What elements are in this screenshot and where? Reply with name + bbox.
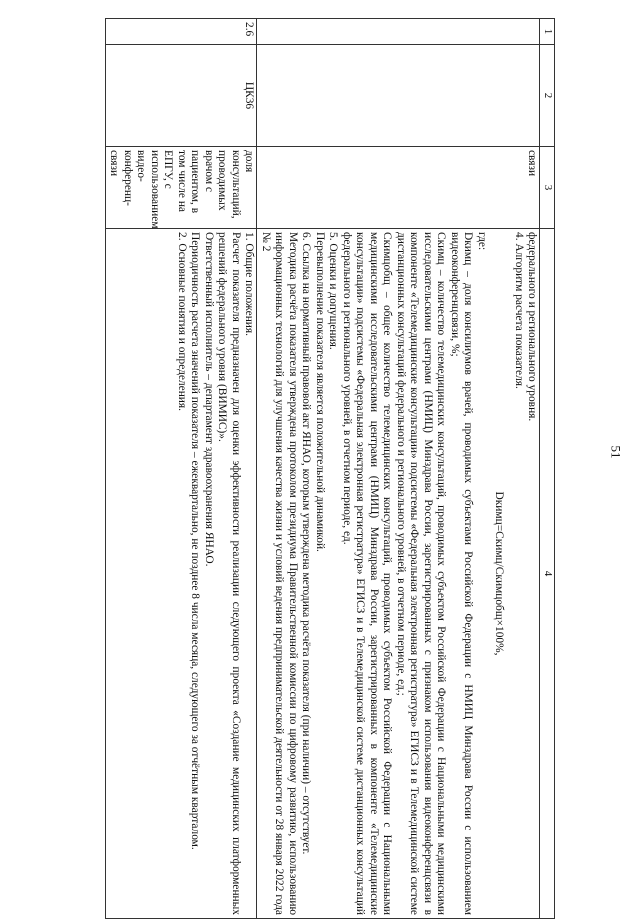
table-header-row [540, 19, 555, 919]
paragraph: Ответственный исполнитель – департамент здравоохранения ЯНАО. [203, 232, 215, 567]
header-col-4: 4 [540, 229, 555, 919]
description-cell [106, 229, 258, 919]
name-cell: доля консультаций, проводимых врачом с пациентом, в том числе на ЕПГУ, с использованием видео-конференц-связи [106, 147, 258, 229]
page-number: 51 [608, 445, 624, 459]
indicators-table [105, 18, 555, 919]
paragraph: 2. Основные понятия и определения. [176, 232, 188, 411]
paragraph: Dкимц – доля консилиумов врачей, проводимых субъектами Российской Федерации с НМИЦ Минздрава России с использованием видеоконференцсвязи, %; [449, 232, 475, 915]
header-col-3: 3 [540, 147, 555, 229]
paragraph: 6. Ссылка на нормативный правовой акт ЯНАО, которым утверждена методика расчёта показателя (при наличии) – отсутствует. [300, 232, 313, 855]
code-cell: ЦК36 [106, 45, 258, 147]
paragraph: Скимцобщ – общее количество телемедицинских консультаций, проводимых субъектом Российской Федерации с Национальными медицинскими исследовательскими центрами (НМИЦ) Минздрава России, зарегистрированных в компоненте «Телемедицинские консультации» подсистемы «Федеральная электронная регистратура» ЕГИСЗ и в Телемедицинской системе дистанционных консультаций федерального и регионального уровней, в отчетном периоде, ед. [341, 232, 394, 915]
text-line: 4. Алгоритм расчета показателя. [513, 232, 525, 389]
table-row [106, 19, 258, 919]
description-cell [257, 229, 540, 919]
paragraph: 5. Оценки и допущения. [327, 232, 340, 350]
paragraph: Расчет показателя предназначен для оценки эффективности реализации следующего проекта «Создание медицинских платформенных решений федерального уровня (ВИМИС)». [216, 232, 242, 915]
paragraph: 1. Общие положения. [243, 232, 256, 336]
text-line: где: [476, 232, 488, 251]
num-cell [257, 19, 540, 45]
formula: Dкимц=Скимц/Скимцобщ×100%, [493, 491, 506, 656]
code-cell [257, 45, 540, 147]
header-col-2: 2 [540, 45, 555, 147]
table-row [257, 19, 540, 919]
text-line: федерального и регионального уровня. [526, 232, 539, 422]
header-col-1: 1 [540, 19, 555, 45]
paragraph: Перевыполнение показателя является положительной динамикой. [314, 232, 326, 552]
paragraph: Периодичность расчета значений показателя – ежеквартально, не позднее 8 числа месяца, следующего за отчётным кварталом. [189, 232, 202, 850]
paragraph: Скимц – количество телемедицинских консультаций, проводимых субъектом Российской Федерации с Национальными медицинскими исследовательскими центрами (НМИЦ) Минздрава России, зарегистрированных с признаком использования видеоконференцсвязи в компоненте «Телемедицинские консультации» подсистемы «Федеральная электронная регистратура» ЕГИСЗ и в Телемедицинской системе дистанционных консультаций федерального и регионального уровней, в отчетном периоде, ед.; [395, 232, 448, 915]
name-cell: связи [257, 147, 540, 229]
paragraph: Методика расчёта показателя утверждена протоколом президиума Правительственной комиссии по цифровому развитию, использованию информационных технологий для улучшения качества жизни и условий ведения предпринимательской деятельности от 28 января 2022 года № 2 [260, 232, 299, 915]
num-cell: 2.6 [106, 19, 258, 45]
